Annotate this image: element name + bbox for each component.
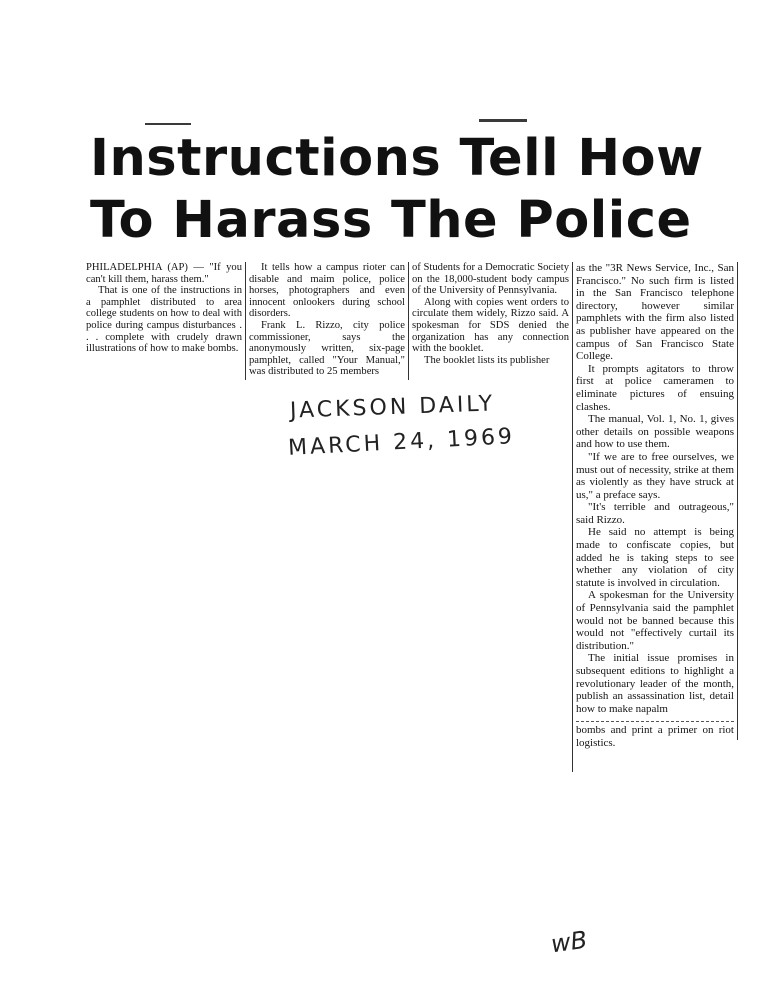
paragraph: PHILADELPHIA (AP) — "If you can't kill them, harass them." [86,262,242,285]
paragraph: The initial issue promises in subsequent editions to highlight a revolutionary leader of the month, publish an assassination list, detail how to make napalm [576,652,734,715]
paragraph: The manual, Vol. 1, No. 1, gives other details on possible weapons and how to use them. [576,413,734,451]
paragraph: as the "3R News Service, Inc., San Francisco." No such firm is listed in the San Francisco telephone directory, however similar pamphlets with the firm also listed as publisher have appeared on the campus of San Francisco State College. [576,262,734,363]
paragraph: "It's terrible and outrageous," said Rizzo. [576,501,734,526]
column-divider [408,262,409,380]
paragraph: It tells how a campus rioter can disable and maim police, police horses, photographers and even innocent onlookers during school disorders. [249,262,405,320]
article-column-1 [86,262,242,355]
handwritten-date: MARCH 24, 1969 [287,424,516,461]
paragraph: It prompts agitators to throw first at police cameramen to eliminate pictures of ensuing clashes. [576,362,734,413]
paragraph: bombs and print a primer on riot logistics. [576,721,734,749]
top-rule-right [479,119,527,122]
column-divider [572,262,573,772]
headline-line-1: Instructions Tell How [90,129,704,188]
handwritten-paper-name: JACKSON DAILY [289,391,496,424]
handwritten-initials: wB [549,925,589,959]
paragraph: Along with copies went orders to circulate them widely, Rizzo said. A spokesman for SDS denied the organization has any connection with the booklet. [412,296,569,355]
paragraph: Frank L. Rizzo, city police commissioner, says the anonymously written, six-page pamphlet, called "Your Manual," was distributed to 25 members [249,319,405,378]
paragraph: He said no attempt is being made to confiscate copies, but added he is taking steps to see whether any violation of city statute is involved in circulation. [576,526,734,589]
column-divider [737,262,738,740]
headline-line-2: To Harass The Police [90,191,692,250]
paragraph: The booklet lists its publisher [424,354,550,366]
paragraph: That is one of the instructions in a pamphlet distributed to area college students on how to deal with police during campus disturbances . . . complete with crudely drawn illustrations of how to make bombs. [86,285,242,355]
paragraph: A spokesman for the University of Pennsylvania said the pamphlet would not be banned because this would not "effectively curtail its distribution." [576,589,734,652]
article-column-2 [249,262,405,378]
paragraph: "If we are to free ourselves, we must out of necessity, strike at them as violently as they have struck at us," a preface says. [576,450,734,501]
article-column-4 [576,262,734,750]
paragraph: of Students for a Democratic Society on the 18,000-student body campus of the University of Pennsylvania. [412,262,569,297]
top-rule-left [145,123,191,125]
article-column-3 [412,262,569,366]
column-divider [245,262,246,380]
